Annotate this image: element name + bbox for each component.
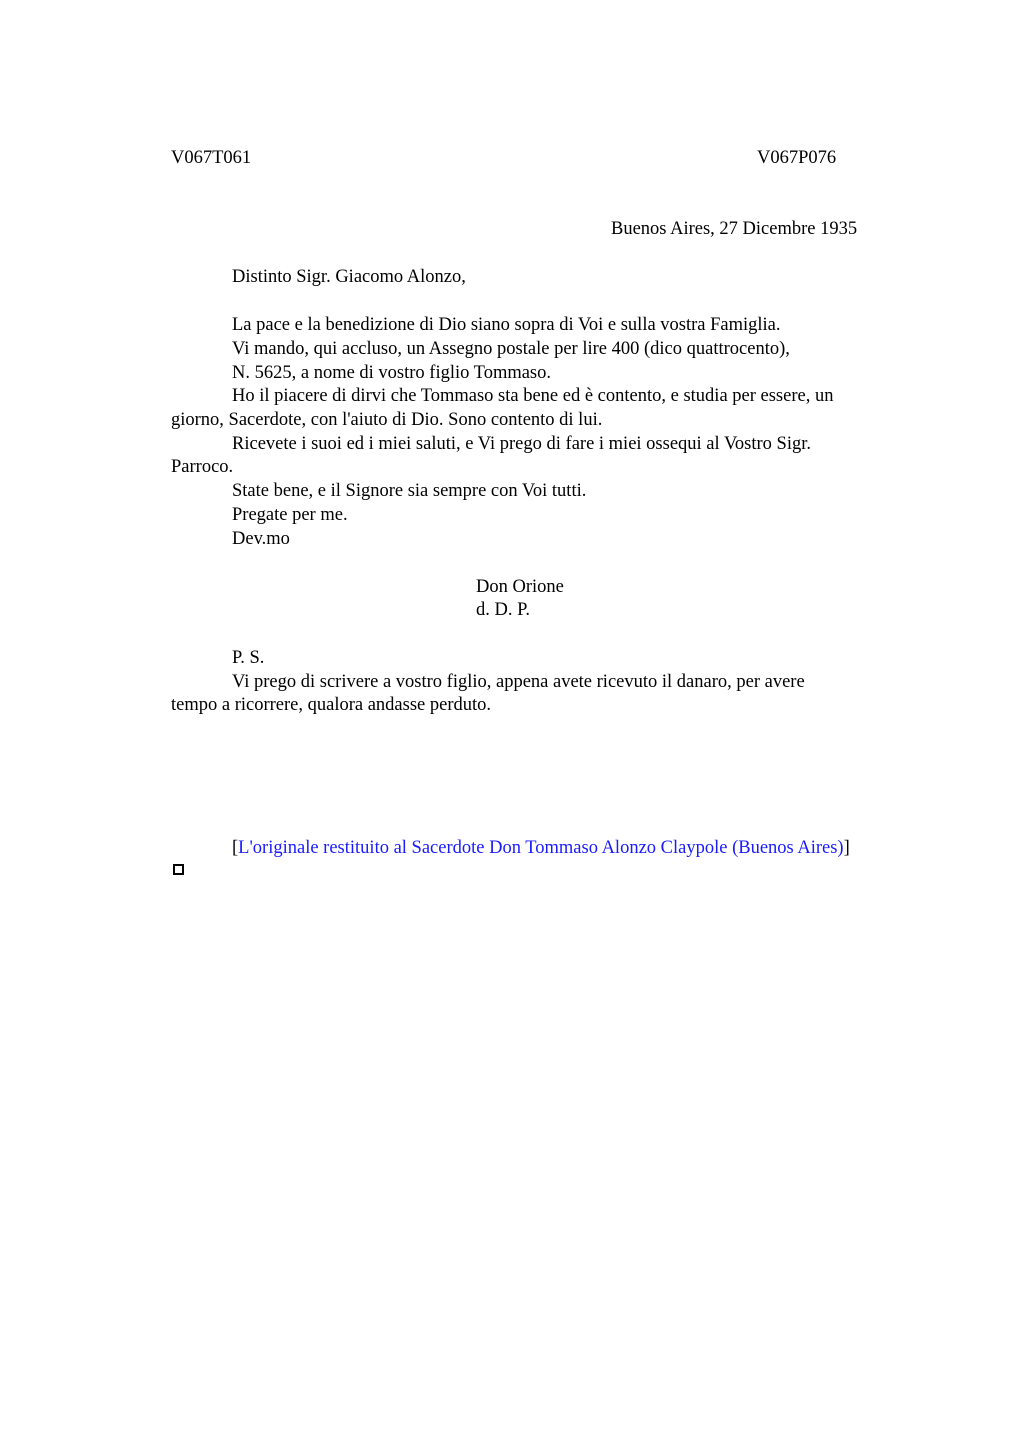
- postscript-line: Vi prego di scrivere a vostro figlio, appena avete ricevuto il danaro, per avere: [232, 672, 805, 692]
- body-line: N. 5625, a nome di vostro figlio Tommaso.: [232, 363, 552, 383]
- body-line: Ho il piacere di dirvi che Tommaso sta bene ed è contento, e studia per essere, un: [232, 386, 834, 406]
- place-date: Buenos Aires, 27 Dicembre 1935: [611, 219, 858, 239]
- body-line: Parroco.: [171, 457, 234, 477]
- signature-name: Don Orione: [476, 577, 564, 597]
- postscript-line: tempo a ricorrere, qualora andasse perduto.: [171, 695, 492, 715]
- document-code-left: V067T061: [171, 148, 252, 168]
- document-code-right: V067P076: [757, 148, 837, 168]
- body-line: State bene, e il Signore sia sempre con Voi tutti.: [232, 481, 587, 501]
- body-line: La pace e la benedizione di Dio siano sopra di Voi e sulla vostra Famiglia.: [232, 315, 781, 335]
- body-line: giorno, Sacerdote, con l'aiuto di Dio. Sono contento di lui.: [171, 410, 603, 430]
- footnote-open-bracket: [: [232, 838, 239, 858]
- closing: Dev.mo: [232, 529, 290, 549]
- postscript-label: P. S.: [232, 648, 265, 668]
- footnote: [232, 836, 850, 860]
- body-line: Vi mando, qui accluso, un Assegno postale per lire 400 (dico quattrocento),: [232, 339, 790, 359]
- square-bullet-icon: [173, 864, 184, 875]
- footnote-link[interactable]: L'originale restituito al Sacerdote Don Tommaso Alonzo Claypole (Buenos Aires): [238, 838, 844, 858]
- footnote-close-bracket: ]: [843, 838, 850, 858]
- body-line: Ricevete i suoi ed i miei saluti, e Vi prego di fare i miei ossequi al Vostro Sigr.: [232, 434, 811, 454]
- body-line: Pregate per me.: [232, 505, 348, 525]
- signature-title: d. D. P.: [476, 600, 530, 620]
- salutation: Distinto Sigr. Giacomo Alonzo,: [232, 267, 466, 287]
